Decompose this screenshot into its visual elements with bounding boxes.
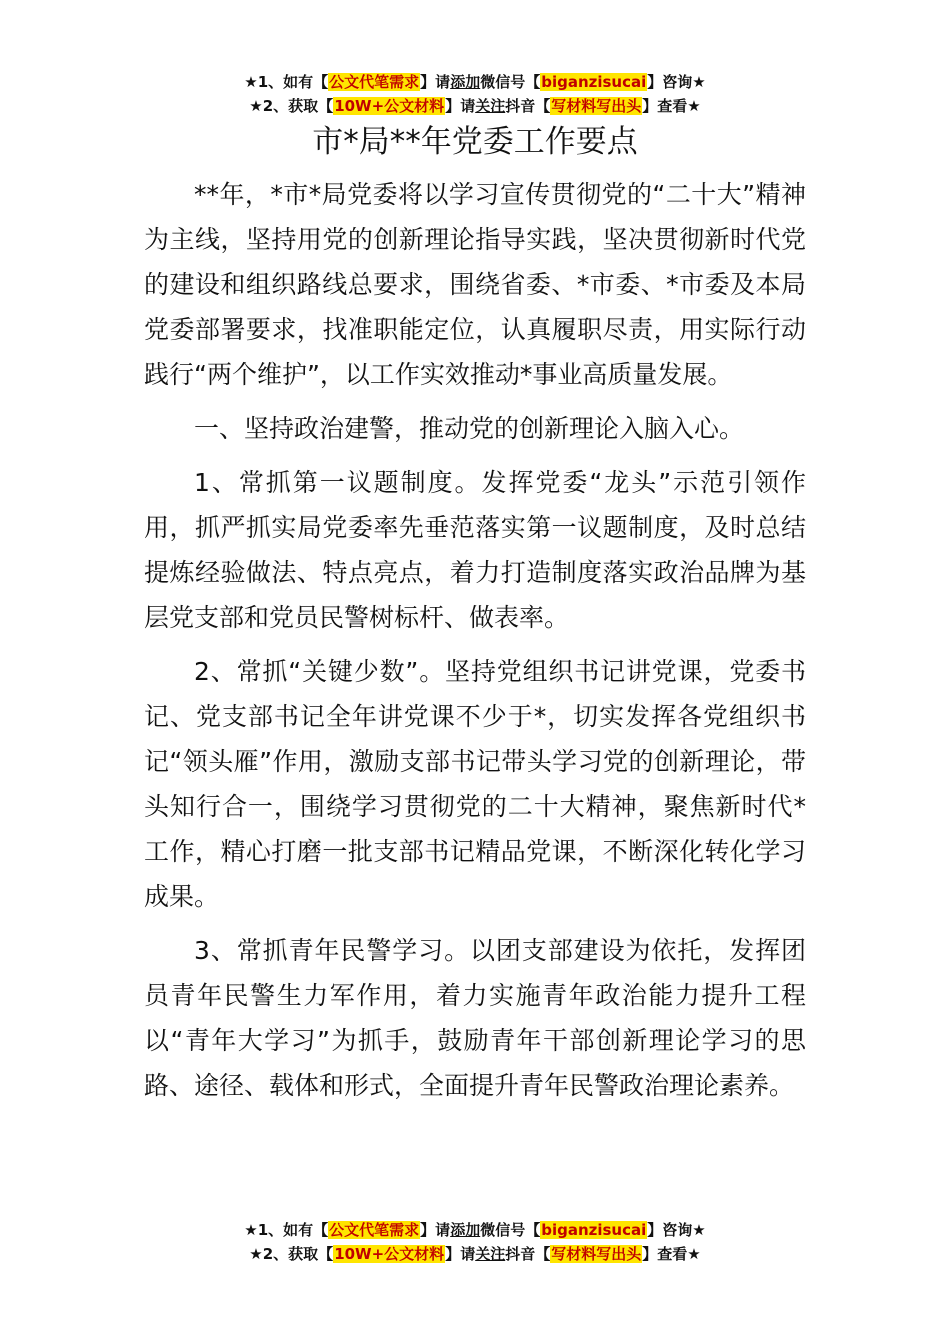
- highlight-douyin: 写材料写出头: [551, 1245, 642, 1263]
- banner-line-2: ★2、获取【10W+公文材料】请关注抖音【写材料写出头】查看★: [249, 1245, 701, 1263]
- paragraph-intro: **年，*市*局党委将以学习宣传贯彻党的“二十大”精神为主线，坚持用党的创新理论指导实践，坚决贯彻新时代党的建设和组织路线总要求，围绕省委、*市委、*市委及本局党委部署要求，找准职能定位，认真履职尽责，用实际行动践行“两个维护”，以工作实效推动*事业高质量发展。: [144, 180, 806, 389]
- highlight-wechat-id: biganzisucai: [541, 1221, 647, 1239]
- paragraph-item-1: 1、常抓第一议题制度。发挥党委“龙头”示范引领作用，抓严抓实局党委率先垂范落实第一议题制度，及时总结提炼经验做法、特点亮点，着力打造制度落实政治品牌为基层党支部和党员民警树标杆、做表率。: [144, 468, 806, 632]
- highlight-service: 公文代笔需求: [329, 73, 420, 91]
- document-body: [144, 172, 806, 1117]
- paragraph-item-2: 2、常抓“关键少数”。坚持党组织书记讲党课，党委书记、党支部书记全年讲党课不少于*，切实发挥各党组织书记“领头雁”作用，激励支部书记带头学习党的创新理论，带头知行合一，围绕学习贯彻党的二十大精神，聚焦新时代*工作，精心打磨一批支部书记精品党课，不断深化转化学习成果。: [144, 657, 806, 911]
- top-banner: [0, 70, 950, 118]
- banner-line-2: ★2、获取【10W+公文材料】请关注抖音【写材料写出头】查看★: [249, 97, 701, 115]
- highlight-douyin: 写材料写出头: [551, 97, 642, 115]
- highlight-wechat-id: biganzisucai: [541, 73, 647, 91]
- paragraph-item-3: 3、常抓青年民警学习。以团支部建设为依托，发挥团员青年民警生力军作用，着力实施青年政治能力提升工程以“青年大学习”为抓手，鼓励青年干部创新理论学习的思路、途径、载体和形式，全面提升青年民警政治理论素养。: [144, 936, 806, 1100]
- highlight-materials: 10W+公文材料: [334, 97, 445, 115]
- section-heading-1: 一、坚持政治建警，推动党的创新理论入脑入心。: [194, 414, 745, 443]
- banner-line-1: ★1、如有【公文代笔需求】请添加微信号【biganzisucai】咨询★: [244, 73, 706, 91]
- banner-line-1: ★1、如有【公文代笔需求】请添加微信号【biganzisucai】咨询★: [244, 1221, 706, 1239]
- document-title: 市*局**年党委工作要点: [312, 124, 638, 160]
- bottom-banner: [0, 1218, 950, 1266]
- highlight-materials: 10W+公文材料: [334, 1245, 445, 1263]
- highlight-service: 公文代笔需求: [329, 1221, 420, 1239]
